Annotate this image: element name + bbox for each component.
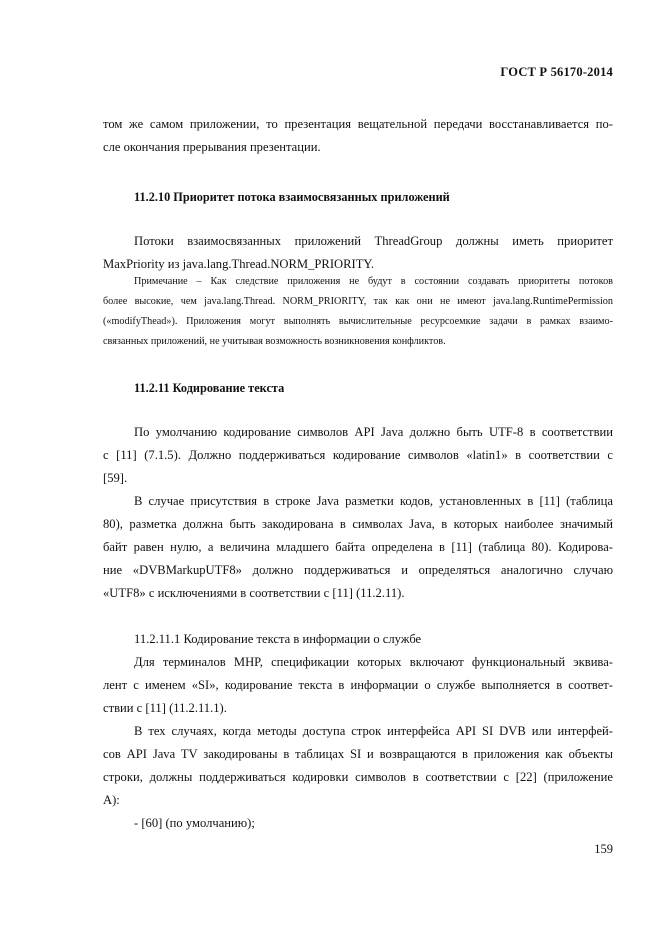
list-item: - [60] (по умолчанию);: [134, 816, 255, 830]
text-line: [59].: [103, 471, 128, 485]
text-line: По умолчанию кодирование символов API Java должно быть UTF-8 в соответствии: [134, 425, 613, 439]
text-line: В тех случаях, когда методы доступа строк интерфейса API SI DVB или интерфей-: [134, 724, 613, 738]
text-line: Для терминалов MHP, спецификации которых включают функциональный эквива-: [134, 655, 613, 669]
subsection-heading: 11.2.11.1 Кодирование текста в информации о службе: [134, 632, 422, 646]
text-line: «UTF8» с исключениями в соответствии с [11] (11.2.11).: [103, 586, 405, 600]
note-line: («modifyThead»). Приложения могут выполнять вычислительные ресурсоемкие задачи в рамках взаимо-: [103, 316, 613, 327]
text-line: сов API Java TV закодированы в таблицах SI и возвращаются в приложения как объекты: [103, 747, 613, 761]
text-line: байт равен нулю, а величина младшего байта определена в [11] (таблица 80). Кодирова-: [103, 540, 613, 554]
text-line: ние «DVBMarkupUTF8» должно поддерживаться и определяться аналогично случаю: [103, 563, 613, 577]
page-number: 159: [594, 842, 613, 856]
text-line: с [11] (7.1.5). Должно поддерживаться кодирование символов «latin1» в соответствии с: [103, 448, 613, 462]
text-line: В случае присутствия в строке Java разметки кодов, установленных в [11] (таблица: [134, 494, 613, 508]
note-line: Примечание – Как следствие приложения не будут в состоянии создавать приоритеты потоков: [134, 276, 613, 287]
note-line: связанных приложений, не учитывая возможность возникновения конфликтов.: [103, 336, 446, 347]
text-line: 80), разметка должна быть закодирована в символах Java, в которых наиболее значимый: [103, 517, 613, 531]
text-line: лент с именем «SI», кодирование текста в информации о службе выполняется в соответ-: [103, 678, 613, 692]
text-line: строки, должны поддерживаться кодировки символов в соответствии с [22] (приложение: [103, 770, 613, 784]
section-heading: 11.2.10 Приоритет потока взаимосвязанных приложений: [134, 190, 450, 204]
text-line: A):: [103, 793, 120, 807]
note-line: более высокие, чем java.lang.Thread. NORM_PRIORITY, так как они не имеют java.lang.RuntimePermission: [103, 296, 613, 307]
section-heading: 11.2.11 Кодирование текста: [134, 381, 285, 395]
text-line: ствии с [11] (11.2.11.1).: [103, 701, 227, 715]
document-header: ГОСТ Р 56170-2014: [500, 65, 613, 79]
text-line: MaxPriority из java.lang.Thread.NORM_PRIORITY.: [103, 257, 375, 271]
text-line: сле окончания прерывания презентации.: [103, 140, 321, 154]
text-line: том же самом приложении, то презентация вещательной передачи восстанавливается по-: [103, 117, 613, 131]
text-line: Потоки взаимосвязанных приложений ThreadGroup должны иметь приоритет: [134, 234, 613, 248]
